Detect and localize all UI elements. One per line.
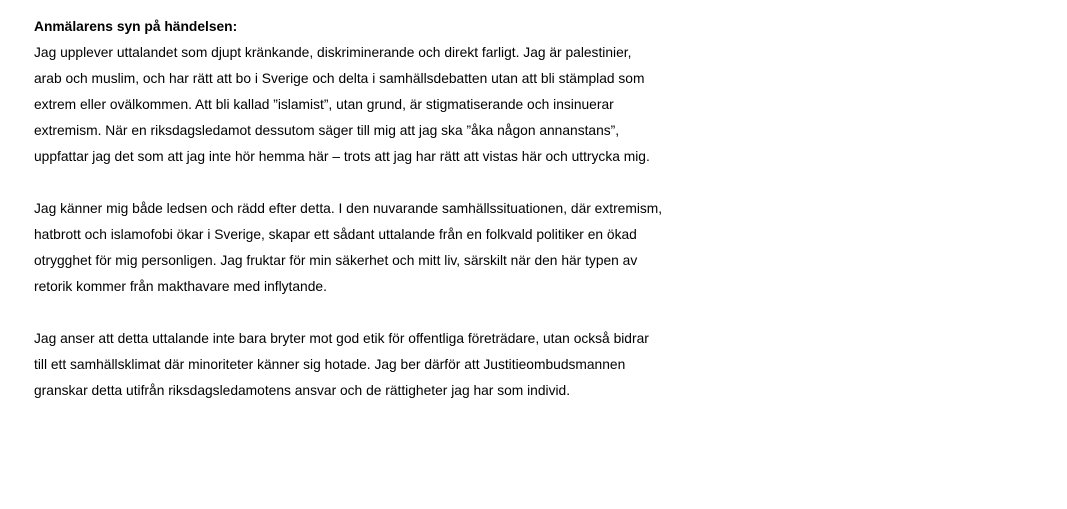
paragraph-line: granskar detta utifrån riksdagsledamotens ansvar och de rättigheter jag har som individ. [34,383,571,398]
paragraph-line: hatbrott och islamofobi ökar i Sverige, skapar ett sådant uttalande från en folkvald politiker en ökad [34,227,637,242]
paragraph-line: uppfattar jag det som att jag inte hör hemma här – trots att jag har rätt att vistas här och uttrycka mig. [34,149,650,164]
paragraph-line: Jag upplever uttalandet som djupt kränkande, diskriminerande och direkt farligt. Jag är palestinier, [34,45,632,60]
paragraph-line: extrem eller ovälkommen. Att bli kallad ”islamist”, utan grund, är stigmatiserande och insinuerar [34,97,614,112]
paragraph-line: Jag anser att detta uttalande inte bara bryter mot god etik för offentliga företrädare, utan också bidrar [34,331,649,346]
paragraph-line: otrygghet för mig personligen. Jag fruktar för min säkerhet och mitt liv, särskilt när den här typen av [34,253,638,268]
paragraph-line: till ett samhällsklimat där minoriteter känner sig hotade. Jag ber därför att Justitieombudsmannen [34,357,626,372]
paragraph-line: retorik kommer från makthavare med inflytande. [34,279,327,294]
paragraph-line: Jag känner mig både ledsen och rädd efter detta. I den nuvarande samhällssituationen, där extremism, [34,201,663,216]
paragraph-3 [34,326,1064,404]
document-body [34,14,1064,430]
paragraph-2 [34,196,1064,300]
paragraph-line: extremism. När en riksdagsledamot dessutom säger till mig att jag ska ”åka någon annanstans”, [34,123,620,138]
section-heading: Anmälarens syn på händelsen: [34,19,238,34]
paragraph-1 [34,40,1064,170]
paragraph-line: arab och muslim, och har rätt att bo i Sverige och delta i samhällsdebatten utan att bli stämplad som [34,71,645,86]
